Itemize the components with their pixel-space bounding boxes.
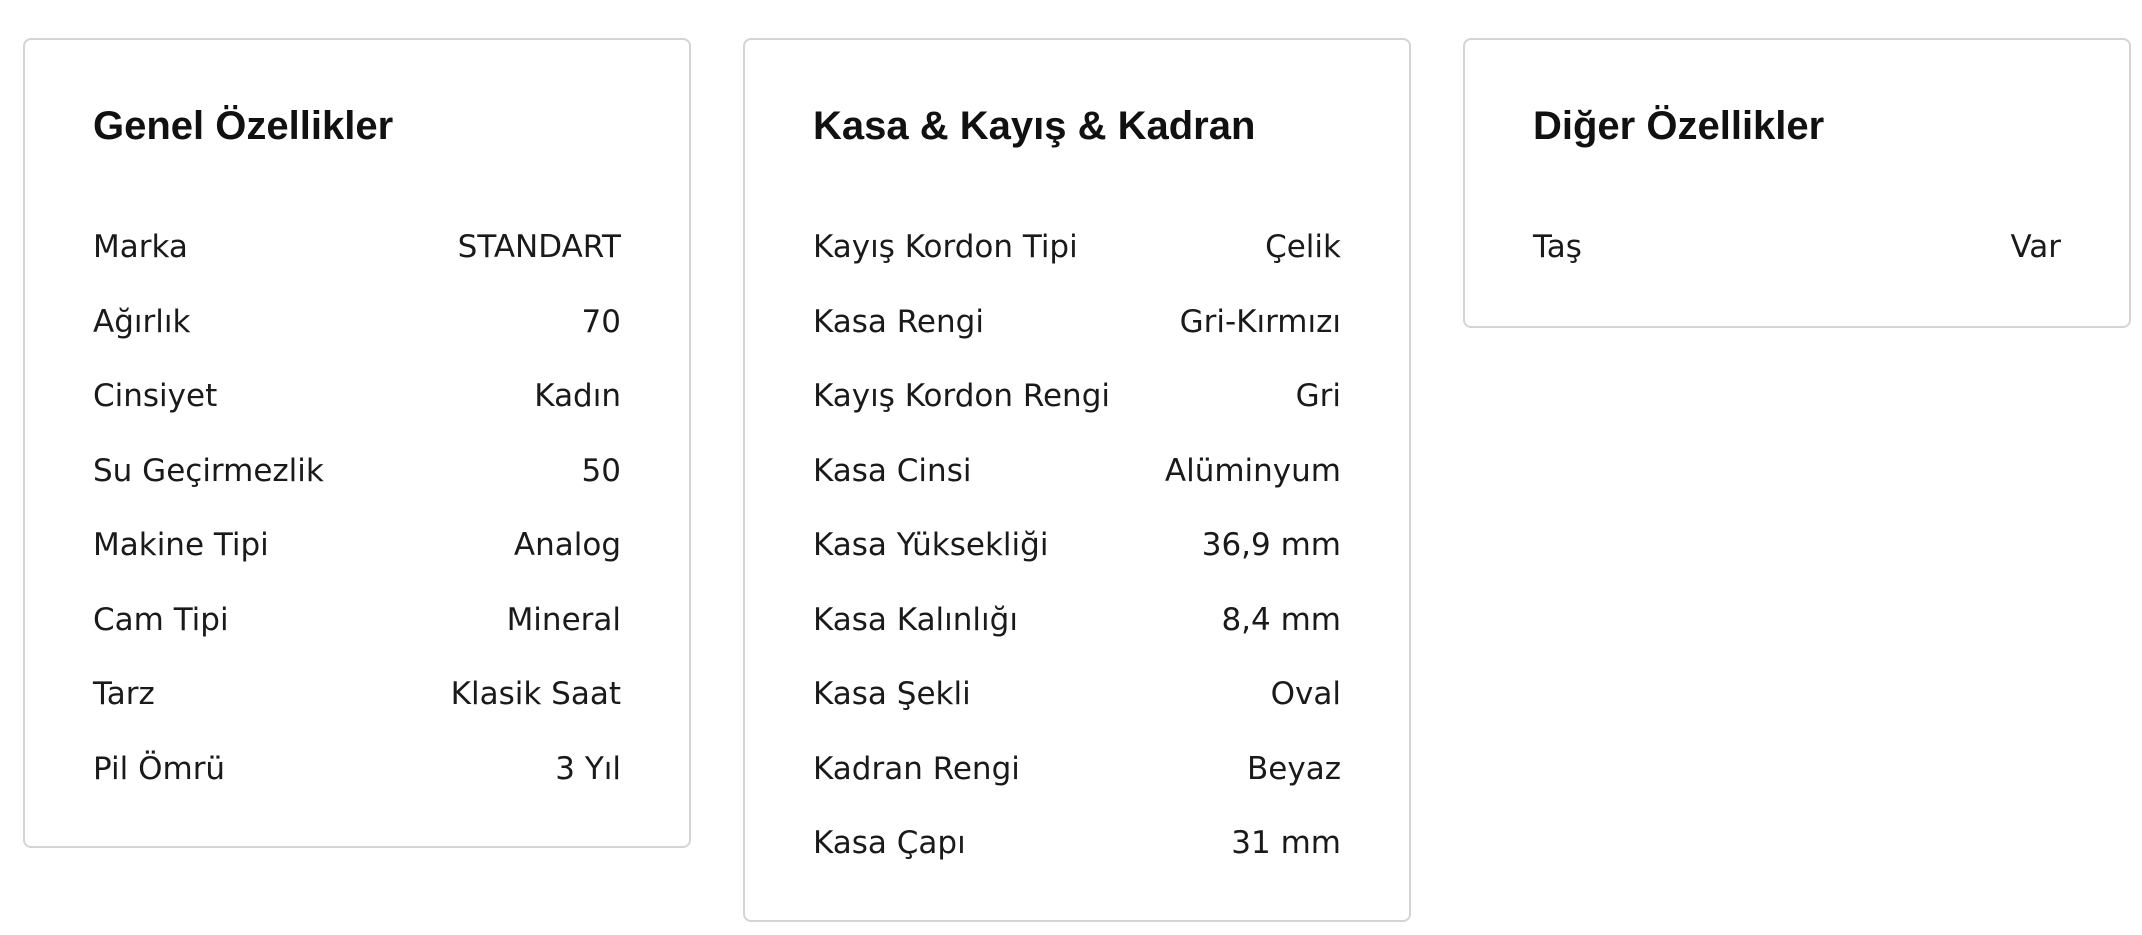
- spec-label: Tarz: [93, 676, 155, 713]
- spec-value: 36,9 mm: [1201, 527, 1341, 564]
- spec-row: [93, 508, 621, 583]
- spec-card-general: [23, 38, 691, 848]
- spec-value: Gri-Kırmızı: [1179, 303, 1341, 340]
- spec-row: [813, 806, 1341, 881]
- section-title: Diğer Özellikler: [1533, 104, 1825, 148]
- spec-row: [93, 210, 621, 285]
- spec-value: Var: [2010, 229, 2061, 266]
- spec-card-other: [1463, 38, 2131, 328]
- spec-row: [93, 732, 621, 807]
- spec-value: Analog: [513, 527, 621, 564]
- spec-row: [93, 657, 621, 732]
- spec-label: Kasa Yüksekliği: [813, 527, 1049, 564]
- spec-label: Kadran Rengi: [813, 750, 1020, 787]
- spec-value: Kadın: [534, 378, 621, 415]
- spec-row: [93, 359, 621, 434]
- spec-row: [93, 434, 621, 509]
- section-title: Genel Özellikler: [93, 104, 394, 148]
- spec-value: Mineral: [506, 601, 621, 638]
- spec-value: Çelik: [1265, 229, 1341, 266]
- spec-row: [813, 285, 1341, 360]
- spec-value: Alüminyum: [1164, 452, 1341, 489]
- spec-row: [93, 285, 621, 360]
- spec-value: Oval: [1270, 676, 1341, 713]
- spec-row: [93, 583, 621, 658]
- spec-label: Pil Ömrü: [93, 750, 226, 787]
- spec-label: Su Geçirmezlik: [93, 452, 324, 489]
- spec-label: Kasa Şekli: [813, 676, 971, 713]
- spec-label: Cam Tipi: [93, 601, 229, 638]
- spec-value: Klasik Saat: [450, 676, 621, 713]
- spec-label: Kasa Çapı: [813, 825, 966, 862]
- spec-card-case-strap-dial: [743, 38, 1411, 922]
- spec-list: [1533, 210, 2061, 285]
- spec-value: 70: [581, 303, 621, 340]
- section-title: Kasa & Kayış & Kadran: [813, 104, 1256, 148]
- spec-value: Gri: [1295, 378, 1341, 415]
- spec-row: [1533, 210, 2061, 285]
- spec-label: Cinsiyet: [93, 378, 218, 415]
- spec-label: Kayış Kordon Rengi: [813, 378, 1110, 415]
- spec-label: Kayış Kordon Tipi: [813, 229, 1078, 266]
- spec-label: Kasa Rengi: [813, 303, 984, 340]
- spec-value: 50: [581, 452, 621, 489]
- spec-value: 3 Yıl: [555, 750, 621, 787]
- spec-label: Kasa Kalınlığı: [813, 601, 1018, 638]
- spec-list: [93, 210, 621, 806]
- spec-row: [813, 732, 1341, 807]
- spec-label: Kasa Cinsi: [813, 452, 972, 489]
- spec-label: Marka: [93, 229, 188, 266]
- spec-row: [813, 508, 1341, 583]
- spec-row: [813, 583, 1341, 658]
- spec-value: Beyaz: [1247, 750, 1341, 787]
- spec-row: [813, 434, 1341, 509]
- spec-value: STANDART: [457, 229, 621, 266]
- spec-value: 31 mm: [1231, 825, 1341, 862]
- spec-label: Taş: [1533, 229, 1582, 266]
- spec-list: [813, 210, 1341, 881]
- spec-label: Makine Tipi: [93, 527, 269, 564]
- spec-value: 8,4 mm: [1221, 601, 1341, 638]
- spec-row: [813, 657, 1341, 732]
- spec-row: [813, 210, 1341, 285]
- spec-row: [813, 359, 1341, 434]
- spec-label: Ağırlık: [93, 303, 191, 340]
